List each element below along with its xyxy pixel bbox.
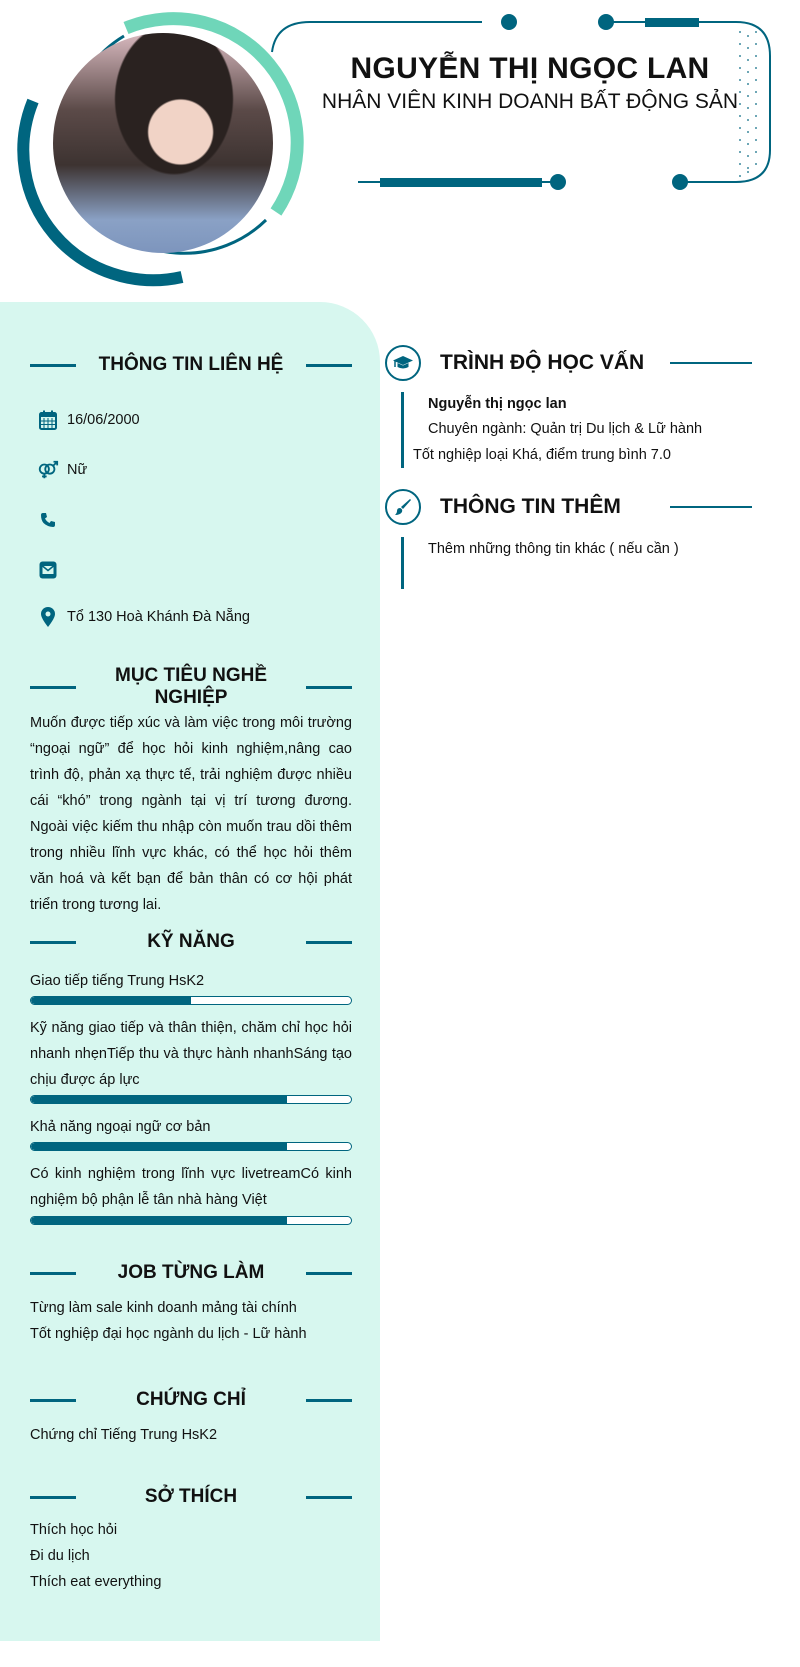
skill-label: Kỹ năng giao tiếp và thân thiện, chăm chỉ học hỏi nhanh nhẹnTiếp thu và thực hành nhanhSáng tạo chịu được áp lực [30, 1020, 352, 1088]
profile-photo [53, 33, 273, 253]
heading-divider [306, 941, 352, 944]
candidate-job-title: NHÂN VIÊN KINH DOANH BẤT ĐỘNG SẢN [321, 90, 739, 113]
contact-address: Tổ 130 Hoà Khánh Đà Nẵng [37, 606, 250, 628]
extra-info-heading: THÔNG TIN THÊM [440, 495, 621, 518]
heading-divider [670, 506, 752, 508]
heading-divider [306, 1496, 352, 1499]
phone-icon [37, 509, 59, 531]
objective-text: Muốn được tiếp xúc và làm việc trong môi trường “ngoại ngữ” để học hỏi kinh nghiệm,nâng cao trình độ, phản xạ thực tế, trải nghiệm được nhiều cái “khó” trong ngành tại vị trí tương đương. Ngoài việc kiếm thu nhập còn muốn trau dồi thêm trong nhiều lĩnh vực khác, có thể học hỏi thêm văn hoá và kết bạn để bản thân có cơ hội phát triển trong tương lai. [30, 715, 352, 913]
graduation-cap-icon [385, 345, 421, 381]
calendar-icon [37, 409, 59, 431]
contact-heading: THÔNG TIN LIÊN HỆ [30, 353, 352, 377]
contact-gender: Nữ [37, 459, 87, 481]
job-item: Từng làm sale kinh doanh mảng tài chính [30, 1300, 297, 1316]
skill-label: Giao tiếp tiếng Trung HsK2 [30, 973, 205, 989]
hobby-item: Đi du lịch [30, 1548, 90, 1564]
education-result: Tốt nghiệp loại Khá, điểm trung bình 7.0 [413, 447, 671, 463]
skill-label: Có kinh nghiệm trong lĩnh vực livetreamCó kinh nghiệm bộ phận lễ tân nhà hàng Việt [30, 1166, 352, 1208]
heading-divider [306, 1272, 352, 1275]
contact-phone [37, 509, 67, 531]
contact-birthdate: 16/06/2000 [37, 409, 140, 431]
gender-icon [37, 459, 59, 481]
objective-heading: MỤC TIÊU NGHỀ NGHIỆP [30, 675, 352, 699]
education-school: Nguyễn thị ngọc lan [428, 396, 567, 412]
heading-divider [30, 1272, 76, 1275]
extra-info-text: Thêm những thông tin khác ( nếu cần ) [428, 541, 679, 557]
skill-progress-bar [30, 1095, 352, 1104]
education-major: Chuyên ngành: Quản trị Du lịch & Lữ hành [428, 421, 703, 437]
skill-progress-bar [30, 1216, 352, 1225]
skills-heading: KỸ NĂNG [30, 930, 352, 954]
hobbies-heading: SỞ THÍCH [30, 1485, 352, 1509]
brush-icon [385, 489, 421, 525]
certificates-heading: CHỨNG CHỈ [30, 1388, 352, 1412]
skill-progress-bar [30, 996, 352, 1005]
heading-divider [30, 686, 76, 689]
education-timeline-bar [401, 392, 404, 468]
candidate-name: NGUYỄN THỊ NGỌC LAN [350, 52, 710, 85]
heading-divider [306, 686, 352, 689]
heading-divider [670, 362, 752, 364]
job-item: Tốt nghiệp đại học ngành du lịch - Lữ hành [30, 1326, 307, 1342]
extra-timeline-bar [401, 537, 404, 589]
jobs-heading: JOB TỪNG LÀM [30, 1261, 352, 1285]
hobby-item: Thích học hỏi [30, 1522, 118, 1538]
heading-divider [306, 364, 352, 367]
heading-divider [30, 364, 76, 367]
skill-label: Khả năng ngoại ngữ cơ bản [30, 1119, 211, 1135]
education-heading: TRÌNH ĐỘ HỌC VẤN [440, 351, 645, 374]
heading-divider [30, 1496, 76, 1499]
hobby-item: Thích eat everything [30, 1574, 162, 1590]
certificate-item: Chứng chỉ Tiếng Trung HsK2 [30, 1427, 218, 1443]
email-icon [37, 559, 59, 581]
skill-progress-bar [30, 1142, 352, 1151]
contact-email [37, 559, 67, 581]
heading-divider [306, 1399, 352, 1402]
heading-divider [30, 1399, 76, 1402]
heading-divider [30, 941, 76, 944]
location-icon [37, 606, 59, 628]
